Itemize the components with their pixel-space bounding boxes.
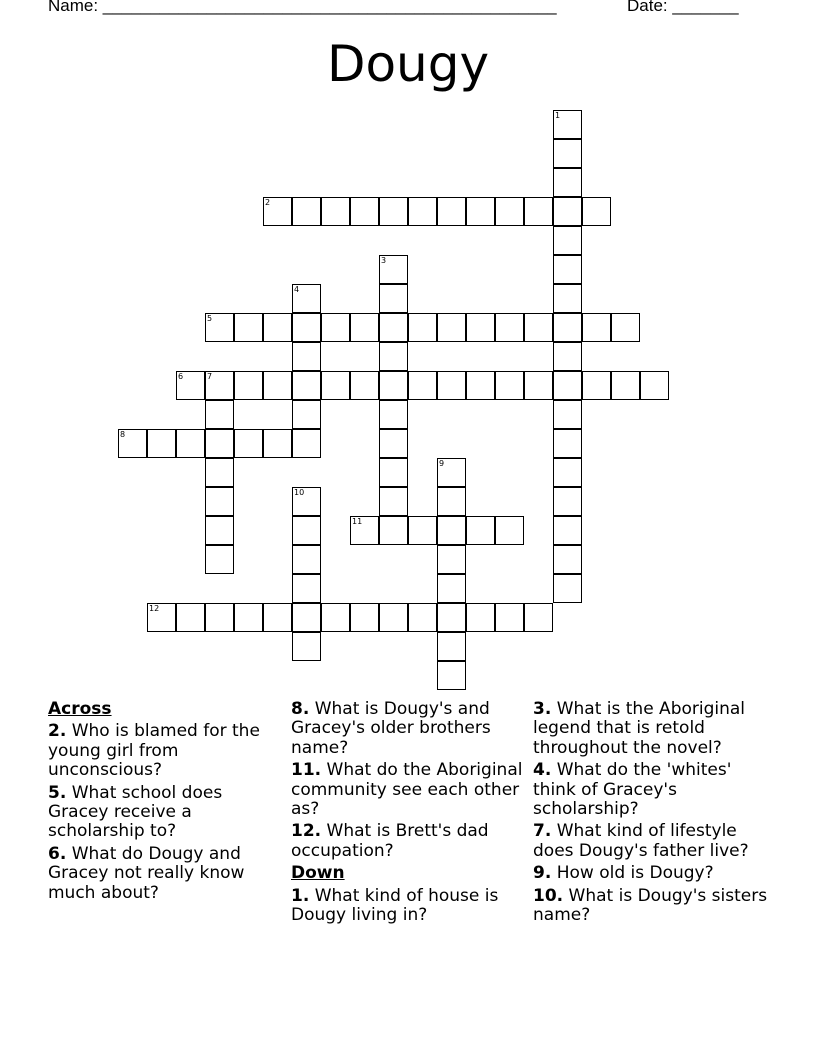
grid-cell[interactable]: [553, 313, 582, 342]
clue-number: 8: [120, 430, 126, 439]
grid-cell[interactable]: [524, 313, 553, 342]
grid-cell[interactable]: [379, 516, 408, 545]
grid-cell[interactable]: [553, 429, 582, 458]
grid-cell[interactable]: [292, 574, 321, 603]
grid-cell[interactable]: [495, 516, 524, 545]
grid-cell[interactable]: [234, 603, 263, 632]
grid-cell[interactable]: [553, 197, 582, 226]
grid-cell[interactable]: [379, 284, 408, 313]
grid-cell[interactable]: [234, 313, 263, 342]
grid-cell[interactable]: [176, 371, 205, 400]
clue-number: 6: [178, 372, 184, 381]
clue-down-3: 3. What is the Aboriginal legend that is retold throughout the novel?: [533, 699, 746, 758]
grid-cell[interactable]: [350, 313, 379, 342]
grid-cell[interactable]: [292, 400, 321, 429]
clues-column-1: [48, 700, 288, 906]
clue-down-4: 4. What do the 'whites' think of Gracey's scholarship?: [533, 760, 732, 820]
grid-cell[interactable]: [379, 313, 408, 342]
grid-cell[interactable]: [379, 197, 408, 226]
across-heading: Across: [48, 699, 112, 719]
grid-cell[interactable]: [205, 516, 234, 545]
grid-cell[interactable]: [292, 284, 321, 313]
grid-cell[interactable]: [321, 371, 350, 400]
clue-number: 9: [439, 459, 445, 468]
clue-across-8: 8. What is Dougy's and Gracey's older brothers name?: [291, 699, 491, 758]
grid-cell[interactable]: [321, 313, 350, 342]
grid-cell[interactable]: [176, 603, 205, 632]
grid-cell[interactable]: [437, 487, 466, 516]
grid-cell[interactable]: [321, 197, 350, 226]
grid-cell[interactable]: [234, 371, 263, 400]
grid-cell[interactable]: [553, 458, 582, 487]
grid-cell[interactable]: [553, 545, 582, 574]
grid-cell[interactable]: [292, 313, 321, 342]
grid-cell[interactable]: [292, 429, 321, 458]
grid-cell[interactable]: [205, 487, 234, 516]
grid-cell[interactable]: [553, 284, 582, 313]
grid-cell[interactable]: [408, 516, 437, 545]
clues-column-3: [533, 700, 773, 928]
grid-cell[interactable]: [205, 545, 234, 574]
grid-cell[interactable]: [205, 603, 234, 632]
clue-number: 12: [149, 604, 160, 613]
grid-cell[interactable]: [379, 458, 408, 487]
grid-cell[interactable]: [582, 313, 611, 342]
grid-cell[interactable]: [292, 632, 321, 661]
grid-cell[interactable]: [408, 603, 437, 632]
grid-cell[interactable]: [408, 371, 437, 400]
grid-cell[interactable]: [263, 429, 292, 458]
clue-across-6: 6. What do Dougy and Gracey not really know much about?: [48, 843, 245, 903]
grid-cell[interactable]: [350, 516, 379, 545]
grid-cell[interactable]: [379, 603, 408, 632]
grid-cell[interactable]: [611, 371, 640, 400]
grid-cell[interactable]: [263, 313, 292, 342]
grid-cell[interactable]: [437, 632, 466, 661]
grid-cell[interactable]: [292, 545, 321, 574]
grid-cell[interactable]: [495, 197, 524, 226]
clue-down-9: 9. How old is Dougy?: [533, 863, 714, 884]
grid-cell[interactable]: [495, 313, 524, 342]
name-field[interactable]: Name: ________________________________________________: [48, 0, 557, 15]
grid-cell[interactable]: [437, 661, 466, 690]
grid-cell[interactable]: [437, 574, 466, 603]
page-title: Dougy: [326, 35, 490, 93]
grid-cell[interactable]: [582, 371, 611, 400]
grid-cell[interactable]: [495, 371, 524, 400]
grid-cell[interactable]: [553, 574, 582, 603]
grid-cell[interactable]: [147, 429, 176, 458]
grid-cell[interactable]: [205, 371, 234, 400]
grid-cell[interactable]: [524, 371, 553, 400]
grid-cell[interactable]: [437, 197, 466, 226]
clue-down-10: 10. What is Dougy's sisters name?: [533, 885, 768, 926]
grid-cell[interactable]: [292, 487, 321, 516]
grid-cell[interactable]: [553, 371, 582, 400]
grid-cell[interactable]: [437, 516, 466, 545]
grid-cell[interactable]: [553, 226, 582, 255]
clue-number: 10: [294, 488, 305, 497]
clues-column-2: [291, 700, 531, 928]
clue-down-1: 1. What kind of house is Dougy living in?: [291, 885, 499, 926]
clue-across-12: 12. What is Brett's dad occupation?: [291, 821, 489, 861]
grid-cell[interactable]: [147, 603, 176, 632]
clue-across-11: 11. What do the Aboriginal community see each other as?: [291, 760, 523, 820]
grid-cell[interactable]: [437, 371, 466, 400]
grid-cell[interactable]: [350, 371, 379, 400]
grid-cell[interactable]: [495, 603, 524, 632]
clue-down-7: 7. What kind of lifestyle does Dougy's father live?: [533, 821, 749, 861]
grid-cell[interactable]: [379, 342, 408, 371]
grid-cell[interactable]: [350, 603, 379, 632]
grid-cell[interactable]: [524, 603, 553, 632]
grid-cell[interactable]: [408, 197, 437, 226]
grid-cell[interactable]: [640, 371, 669, 400]
clue-number: 1: [555, 111, 561, 120]
clue-across-5: 5. What school does Gracey receive a scholarship to?: [48, 782, 223, 842]
grid-cell[interactable]: [437, 458, 466, 487]
grid-cell[interactable]: [553, 139, 582, 168]
grid-cell[interactable]: [553, 342, 582, 371]
grid-cell[interactable]: [553, 487, 582, 516]
grid-cell[interactable]: [553, 400, 582, 429]
grid-cell[interactable]: [263, 603, 292, 632]
grid-cell[interactable]: [205, 313, 234, 342]
clue-number: 11: [352, 517, 363, 526]
grid-cell[interactable]: [524, 197, 553, 226]
grid-cell[interactable]: [234, 429, 263, 458]
grid-cell[interactable]: [321, 603, 350, 632]
grid-cell[interactable]: [292, 371, 321, 400]
grid-cell[interactable]: [379, 371, 408, 400]
date-field[interactable]: Date: _______: [627, 0, 739, 15]
grid-cell[interactable]: [379, 487, 408, 516]
grid-cell[interactable]: [176, 429, 205, 458]
grid-cell[interactable]: [466, 371, 495, 400]
grid-cell[interactable]: [292, 516, 321, 545]
grid-cell[interactable]: [437, 545, 466, 574]
grid-cell[interactable]: [466, 313, 495, 342]
grid-cell[interactable]: [379, 400, 408, 429]
grid-cell[interactable]: [263, 371, 292, 400]
clue-number: 2: [265, 198, 271, 207]
grid-cell[interactable]: [611, 313, 640, 342]
grid-cell[interactable]: [292, 342, 321, 371]
grid-cell[interactable]: [350, 197, 379, 226]
clue-number: 3: [381, 256, 387, 265]
grid-cell[interactable]: [437, 603, 466, 632]
clue-number: 5: [207, 314, 213, 323]
grid-cell[interactable]: [379, 255, 408, 284]
clue-number: 4: [294, 285, 300, 294]
grid-cell[interactable]: [553, 516, 582, 545]
grid-cell[interactable]: [292, 603, 321, 632]
grid-cell[interactable]: [553, 255, 582, 284]
grid-cell[interactable]: [118, 429, 147, 458]
grid-cell[interactable]: [205, 458, 234, 487]
grid-cell[interactable]: [466, 516, 495, 545]
grid-cell[interactable]: [408, 313, 437, 342]
grid-cell[interactable]: [553, 168, 582, 197]
grid-cell[interactable]: [379, 429, 408, 458]
grid-cell[interactable]: [437, 313, 466, 342]
clue-across-2: 2. Who is blamed for the young girl from unconscious?: [48, 721, 260, 781]
grid-cell[interactable]: [292, 197, 321, 226]
grid-cell[interactable]: [205, 400, 234, 429]
grid-cell[interactable]: [582, 197, 611, 226]
grid-cell[interactable]: [466, 603, 495, 632]
grid-cell[interactable]: [263, 197, 292, 226]
grid-cell[interactable]: [205, 429, 234, 458]
grid-cell[interactable]: [553, 110, 582, 139]
clue-number: 7: [207, 372, 213, 381]
grid-cell[interactable]: [466, 197, 495, 226]
down-heading: Down: [291, 863, 345, 884]
